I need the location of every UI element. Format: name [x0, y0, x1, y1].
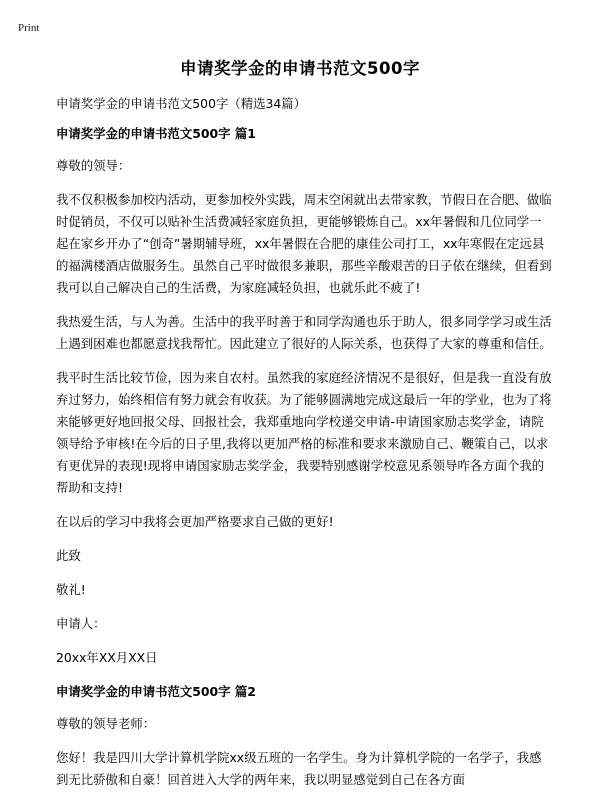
- closing-line: 敬礼!: [56, 582, 86, 597]
- section-heading-2: 申请奖学金的申请书范文500字 篇2: [56, 684, 256, 699]
- date-line: 20xx年XX月XX日: [56, 650, 158, 665]
- closing-line: 此致: [56, 548, 81, 563]
- article-subtitle: 申请奖学金的申请书范文500字（精选34篇）: [56, 96, 307, 111]
- salutation-2: 尊敬的领导老师：: [56, 716, 156, 731]
- paragraph: 我平时生活比较节俭，因为来自农村。虽然我的家庭经济情况不是很好，但是我一直没有放弃过努力，始终相信有努力就会有收获。为了能够圆满地完成这最后一年的学业，也为了将来能够更好地回报父母、回报社会，我郑重地向学校递交申请-申请国家励志奖学金，请院领导给予审核!在今后的日子里,我将以更加严格的标准和要求来激励自己、鞭策自己，以求有更优异的表现!现将申请国家励志奖学金，我要特别感谢学校意见系领导咋各方面个我的帮助和支持!: [56, 370, 552, 495]
- paragraph: 您好！我是四川大学计算机学院xx级五班的一名学生。身为计算机学院的一名学子，我感到无比骄傲和自豪！回首进入大学的两年来，我以明显感觉到自己在各方面: [56, 750, 542, 787]
- print-link[interactable]: Print: [18, 22, 40, 34]
- paragraph: 我不仅积极参加校内活动，更参加校外实践，周末空闲就出去带家教，节假日在合肥、做临时促销员，不仅可以贴补生活费减轻家庭负担，更能够锻炼自己。xx年暑假和几位同学一起在家乡开办了“创奇”暑期辅导班，xx年暑假在合肥的康佳公司打工，xx年寒假在定远县的福满楼酒店做服务生。虽然自己平时做很多兼职，那些辛酸艰苦的日子依在继续，但看到我可以自己解决自己的生活费，为家庭减轻负担，也就乐此不疲了!: [56, 192, 552, 295]
- applicant-line: 申请人：: [56, 616, 106, 631]
- paragraph: 在以后的学习中我将会更加严格要求自己做的更好!: [56, 514, 334, 529]
- paragraph: 我热爱生活，与人为善。生活中的我平时善于和同学沟通也乐于助人，很多同学学习或生活上遇到困难也都愿意找我帮忙。因此建立了很好的人际关系，也获得了大家的尊重和信任。: [56, 314, 552, 351]
- section-heading-1: 申请奖学金的申请书范文500字 篇1: [56, 126, 256, 141]
- salutation-1: 尊敬的领导：: [56, 158, 131, 173]
- page-title: 申请奖学金的申请书范文500字: [180, 59, 420, 78]
- article-body: [56, 93, 552, 803]
